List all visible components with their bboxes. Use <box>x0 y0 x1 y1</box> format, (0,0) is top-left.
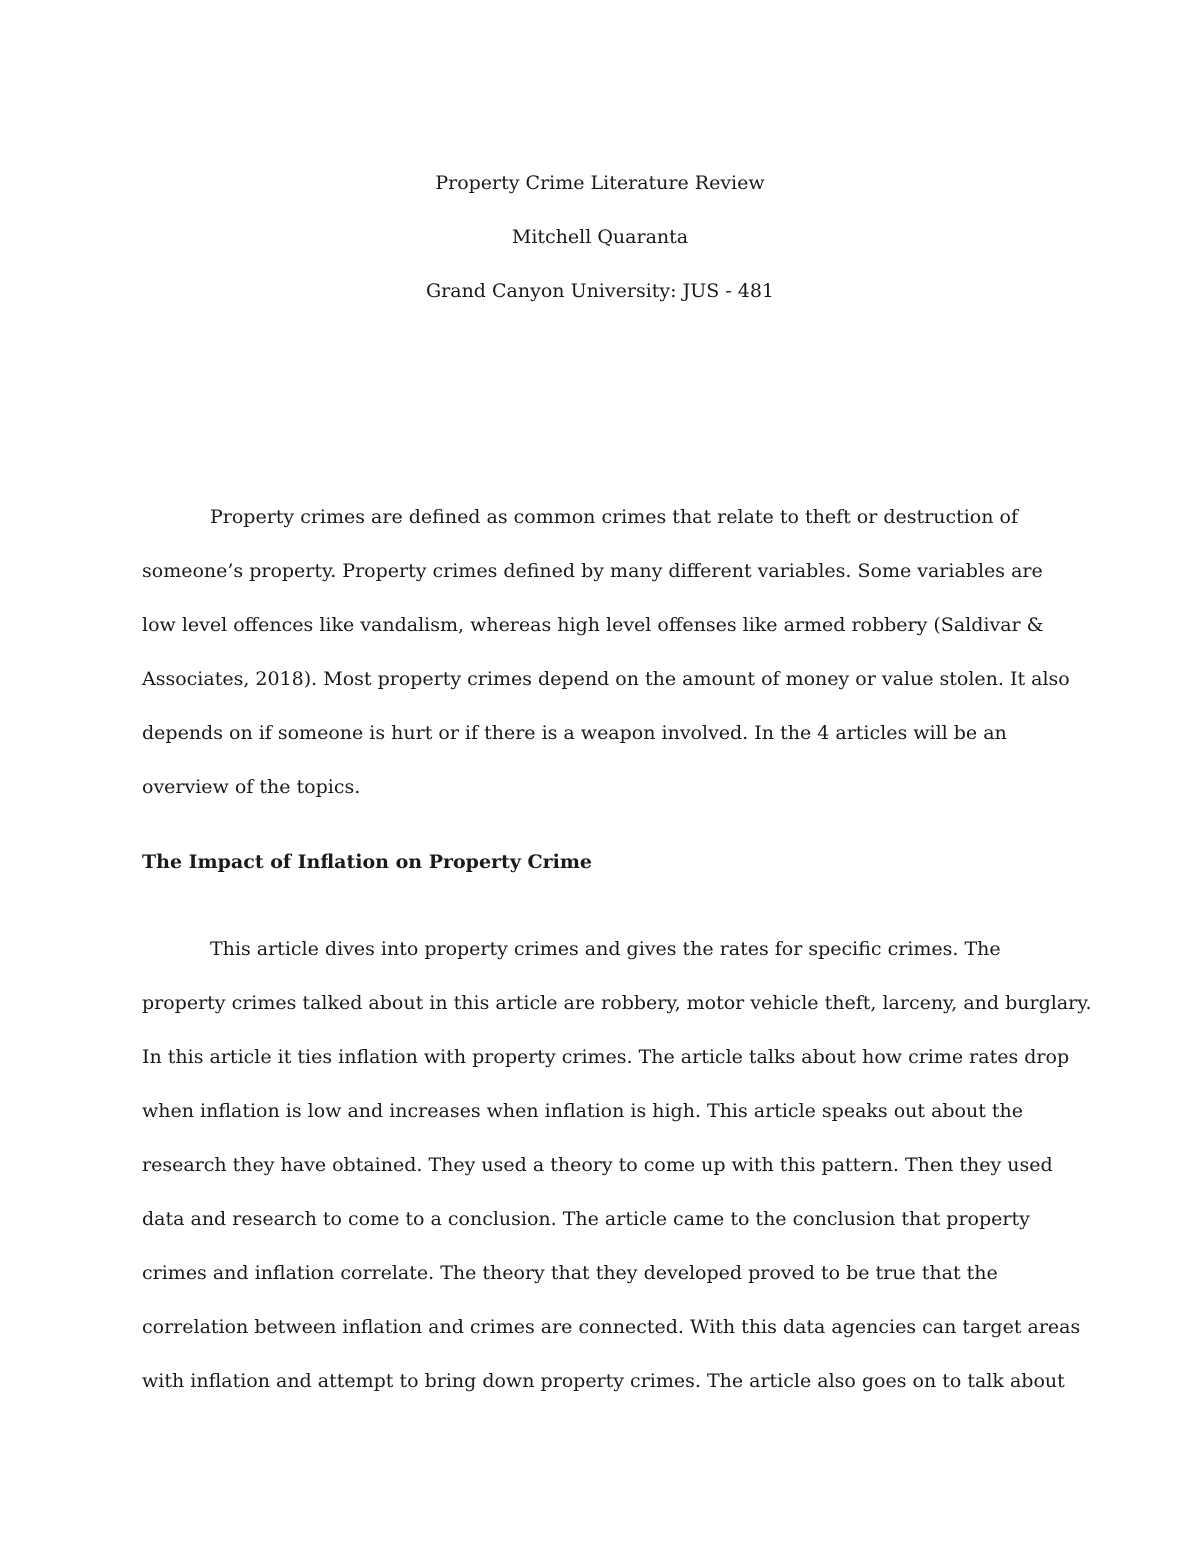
title-block <box>0 168 1200 330</box>
paragraph-line: someone’s property. Property crimes defined by many different variables. Some variables are <box>142 560 1043 582</box>
paragraph-line: In this article it ties inflation with property crimes. The article talks about how crime rates drop <box>142 1046 1070 1068</box>
paragraph-line: Associates, 2018). Most property crimes depend on the amount of money or value stolen. It also <box>142 668 1070 690</box>
paragraph-line: depends on if someone is hurt or if there is a weapon involved. In the 4 articles will be an <box>142 722 1007 744</box>
paragraph-line: correlation between inflation and crimes are connected. With this data agencies can target areas <box>142 1316 1081 1338</box>
paragraph-line: overview of the topics. <box>142 776 361 798</box>
intro-paragraph <box>142 490 1070 814</box>
paragraph-line: low level offences like vandalism, whereas high level offenses like armed robbery (Saldivar & <box>142 614 1044 636</box>
paragraph-line: when inflation is low and increases when inflation is high. This article speaks out about the <box>142 1100 1024 1122</box>
section-heading: The Impact of Inflation on Property Crime <box>142 851 593 873</box>
paragraph-line: property crimes talked about in this article are robbery, motor vehicle theft, larceny, and burglary. <box>142 992 1092 1014</box>
institution-course: Grand Canyon University: JUS - 481 <box>425 280 774 302</box>
paragraph-line: data and research to come to a conclusion. The article came to the conclusion that property <box>142 1208 1030 1230</box>
paragraph-line: with inflation and attempt to bring down property crimes. The article also goes on to talk about <box>142 1370 1065 1392</box>
author-name: Mitchell Quaranta <box>511 226 689 248</box>
paragraph-line: research they have obtained. They used a theory to come up with this pattern. Then they used <box>142 1154 1053 1176</box>
section-paragraph <box>142 922 1092 1408</box>
document-title: Property Crime Literature Review <box>435 172 765 194</box>
paragraph-line: Property crimes are defined as common crimes that relate to theft or destruction of <box>210 506 1018 528</box>
paragraph-line: This article dives into property crimes and gives the rates for specific crimes. The <box>210 938 1001 960</box>
paragraph-line: crimes and inflation correlate. The theory that they developed proved to be true that the <box>142 1262 998 1284</box>
